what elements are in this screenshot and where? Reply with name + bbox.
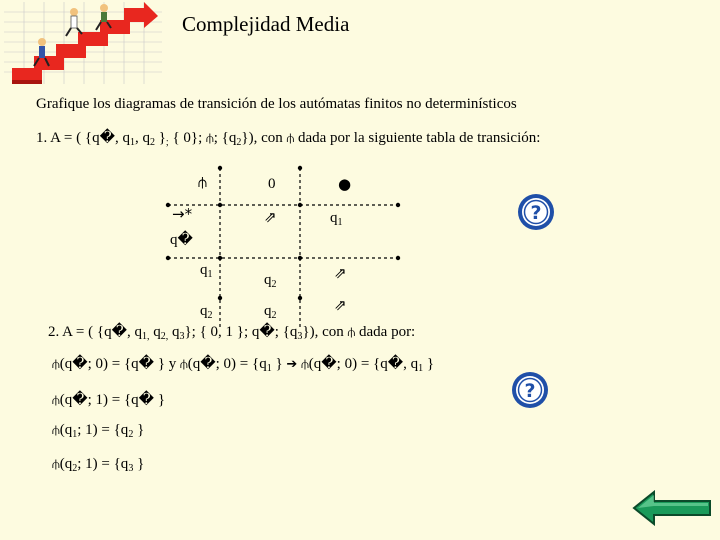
ex2-part: dada por: xyxy=(355,324,416,340)
ex2-sub: 3 xyxy=(179,331,185,342)
svg-text:?: ? xyxy=(524,380,536,402)
initial-final-marker: →* xyxy=(172,205,193,223)
ex1-sub: 2 xyxy=(236,137,242,148)
exercise-prompt: Grafique los diagramas de transición de los autómatas finitos no determinísticos xyxy=(36,96,517,112)
line-part: (q xyxy=(59,456,73,472)
ex2-part: q xyxy=(168,324,180,340)
ex1-part: { 0}; xyxy=(168,130,207,146)
ex1-sub: 1 xyxy=(129,137,135,148)
right-arrow-icon: ➔ xyxy=(286,357,298,372)
line-sub: 2 xyxy=(72,463,78,474)
back-arrow-icon[interactable] xyxy=(632,490,712,526)
line-part: } xyxy=(133,456,145,472)
line-part: } xyxy=(271,356,287,372)
question-mark-icon[interactable] xyxy=(510,370,550,410)
state-label: q xyxy=(200,303,208,319)
delta-icon: ⫛ xyxy=(52,393,60,408)
delta-icon: ⫛ xyxy=(286,131,295,146)
transition-line-4 xyxy=(52,456,144,474)
ex2-sub: 3 xyxy=(297,331,303,342)
delta-icon: ⫛ xyxy=(52,357,60,372)
delta-icon: ⫛ xyxy=(52,457,60,472)
delta-icon: ⫛ xyxy=(52,423,60,438)
exercise-1-statement xyxy=(36,128,540,148)
state-sub: 2 xyxy=(271,279,277,290)
ex1-part: dada por la siguiente tabla de transición: xyxy=(294,130,541,146)
line-part: ; 1) = {q xyxy=(77,422,129,438)
climbing-stairs-icon xyxy=(4,2,162,84)
ex2-sub: 1, xyxy=(141,331,150,342)
line-sub: 1 xyxy=(72,429,78,440)
ex1-part: ; {q xyxy=(213,130,237,146)
ex2-sub: 2, xyxy=(160,331,169,342)
state-label: q xyxy=(264,272,272,288)
delta-icon: ⫛ xyxy=(347,325,356,340)
line-part: (q xyxy=(59,422,73,438)
table-header-delta: ⫛ xyxy=(198,173,207,191)
transition-line-1 xyxy=(52,354,434,374)
state-label: q xyxy=(200,262,208,278)
table-row2-state xyxy=(200,262,213,280)
table-row3-zero xyxy=(264,303,277,321)
line-part: (q�; 0) = {q xyxy=(187,356,267,372)
state-sub: 2 xyxy=(207,310,213,321)
table-row1-dot xyxy=(330,210,343,228)
ex1-part: , q xyxy=(134,130,150,146)
table-row2-zero xyxy=(264,272,277,290)
line-sub: 2 xyxy=(128,429,134,440)
state-sub: 1 xyxy=(337,217,343,228)
delta-icon: ⫛ xyxy=(301,357,309,372)
line-part: (q�; 0) = {q�, q xyxy=(308,356,419,372)
line-part: (q�; 1) = {q� } xyxy=(59,392,166,408)
state-sub: 2 xyxy=(271,310,277,321)
line-part: ; 1) = {q xyxy=(77,456,129,472)
line-sub: 1 xyxy=(266,363,272,374)
table-header-dot: ● xyxy=(338,175,352,193)
ex1-sub: ; xyxy=(165,137,169,148)
page-title: Complejidad Media xyxy=(182,12,350,36)
transition-line-2 xyxy=(52,390,165,409)
ex2-part: }), con xyxy=(302,324,348,340)
table-row3-state xyxy=(200,303,213,321)
ex1-sub: 2 xyxy=(149,137,155,148)
svg-text:?: ? xyxy=(530,202,542,224)
delta-icon: ⫛ xyxy=(206,131,214,146)
state-sub: 1 xyxy=(207,269,213,280)
ex1-part: 1. A = ( {q�, q xyxy=(36,130,130,146)
empty-set-icon: ⇗ xyxy=(334,296,347,314)
state-label: q xyxy=(330,210,338,226)
ex1-part: } xyxy=(154,130,166,146)
ex1-part: }), con xyxy=(241,130,287,146)
ex2-part: 2. A = ( {q�, q xyxy=(48,324,142,340)
state-label: q xyxy=(264,303,272,319)
line-part: } xyxy=(133,422,145,438)
table-grid-lines xyxy=(158,158,408,333)
question-mark-icon[interactable] xyxy=(516,192,556,232)
table-header-zero: 0 xyxy=(268,176,276,192)
transition-line-3 xyxy=(52,422,144,440)
empty-set-icon: ⇗ xyxy=(264,208,277,226)
empty-set-icon: ⇗ xyxy=(334,264,347,282)
transition-table xyxy=(158,158,408,333)
table-row1-state: q� xyxy=(170,232,193,248)
ex2-part: }; { 0, 1 }; q�; {q xyxy=(184,324,298,340)
exercise-2-statement xyxy=(48,322,415,342)
line-part: } xyxy=(423,356,435,372)
line-part: (q�; 0) = {q� } y xyxy=(59,356,181,372)
delta-icon: ⫛ xyxy=(180,357,188,372)
line-sub: 1 xyxy=(418,363,424,374)
line-sub: 3 xyxy=(128,463,134,474)
ex2-part: q xyxy=(149,324,161,340)
